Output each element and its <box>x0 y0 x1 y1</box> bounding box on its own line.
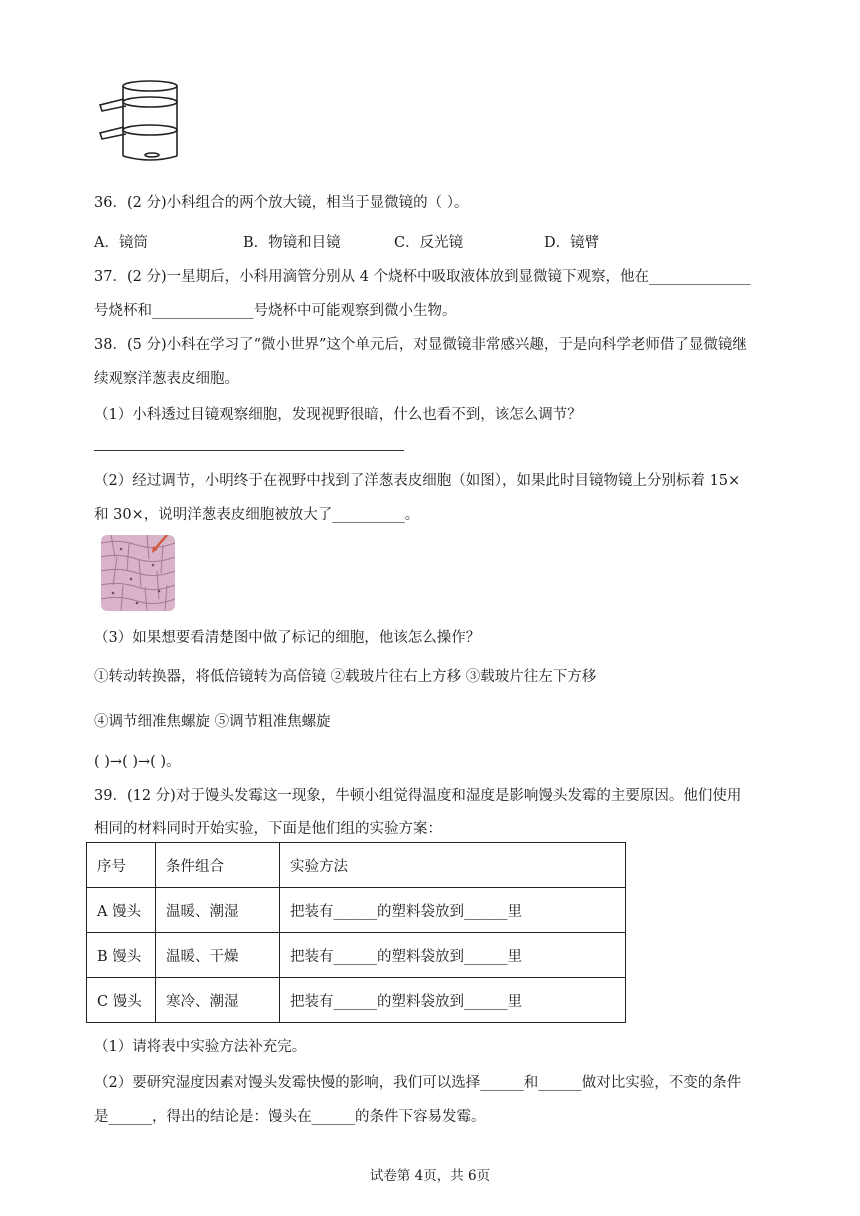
q36-option-b: B．物镜和目镜 <box>243 235 341 251</box>
q36-option-c: C．反光镜 <box>394 235 464 251</box>
table-cell: 温暖、干燥 <box>156 933 280 978</box>
question-37-line-2: 号烧杯和______________号烧杯中可能观察到微小生物。 <box>94 303 457 319</box>
table-header-row <box>87 843 626 888</box>
table-cell: 把装有______的塑料袋放到______里 <box>280 978 626 1023</box>
table-row <box>87 888 626 933</box>
question-38-answer-line: ( )→( )→( )。 <box>94 754 181 770</box>
table-header-cell: 序号 <box>87 843 156 888</box>
table-header-cell: 条件组合 <box>156 843 280 888</box>
table-cell: 温暖、潮湿 <box>156 888 280 933</box>
question-38-steps-line-2: ④调节细准焦螺旋 ⑤调节粗准焦螺旋 <box>94 714 331 730</box>
question-39-sub-1: （1）请将表中实验方法补充完。 <box>94 1039 307 1055</box>
question-39-line-2: 相同的材料同时开始实验，下面是他们组的实验方案： <box>94 821 442 837</box>
onion-cell-micrograph <box>101 535 175 611</box>
table-row <box>87 978 626 1023</box>
question-37-line-1: 37．(2 分)一星期后，小科用滴管分别从 4 个烧杯中吸取液体放到显微镜下观察，他在______________ <box>94 269 751 285</box>
table-cell: 把装有______的塑料袋放到______里 <box>280 888 626 933</box>
table-header-cell: 实验方法 <box>280 843 626 888</box>
q36-option-a: A．镜筒 <box>94 235 148 251</box>
question-38-line-2: 续观察洋葱表皮细胞。 <box>94 371 239 387</box>
q36-option-d: D．镜臂 <box>544 235 600 251</box>
question-38-sub-2-line-1: （2）经过调节，小明终于在视野中找到了洋葱表皮细胞（如图），如果此时目镜物镜上分别标着 15× <box>94 473 741 489</box>
question-38-sub-2-line-2: 和 30×，说明洋葱表皮细胞被放大了__________。 <box>94 507 420 523</box>
table-cell: B 馒头 <box>87 933 156 978</box>
two-magnifier-tube-figure <box>94 72 184 164</box>
table-cell: A 馒头 <box>87 888 156 933</box>
experiment-plan-table <box>86 842 626 1023</box>
table-cell: C 馒头 <box>87 978 156 1023</box>
question-38-steps-line-1: ①转动转换器，将低倍镜转为高倍镜 ②载玻片往右上方移 ③载玻片往左下方移 <box>94 669 597 685</box>
table-cell: 把装有______的塑料袋放到______里 <box>280 933 626 978</box>
question-38-sub-1: （1）小科透过目镜观察细胞，发现视野很暗，什么也看不到，该怎么调节？ <box>94 407 582 423</box>
question-39-line-1: 39．(12 分)对于馒头发霉这一现象，牛顿小组觉得温度和湿度是影响馒头发霉的主要原因。他们使用 <box>94 788 742 804</box>
question-38-sub-3: （3）如果想要看清楚图中做了标记的细胞，他该怎么操作？ <box>94 630 481 646</box>
answer-line <box>94 450 404 451</box>
table-row <box>87 933 626 978</box>
table-cell: 寒冷、潮湿 <box>156 978 280 1023</box>
question-39-sub-2-line-1: （2）要研究湿度因素对馒头发霉快慢的影响，我们可以选择______和______做对比实验，不变的条件 <box>94 1075 742 1091</box>
question-39-sub-2-line-2: 是______，得出的结论是：馒头在______的条件下容易发霉。 <box>94 1109 486 1125</box>
page-footer: 试卷第 4页，共 6页 <box>369 1168 491 1184</box>
question-38-line-1: 38．(5 分)小科在学习了“微小世界”这个单元后，对显微镜非常感兴趣，于是向科学老师借了显微镜继 <box>94 337 747 353</box>
question-36-stem: 36．(2 分)小科组合的两个放大镜，相当于显微镜的（ ）。 <box>94 195 469 211</box>
